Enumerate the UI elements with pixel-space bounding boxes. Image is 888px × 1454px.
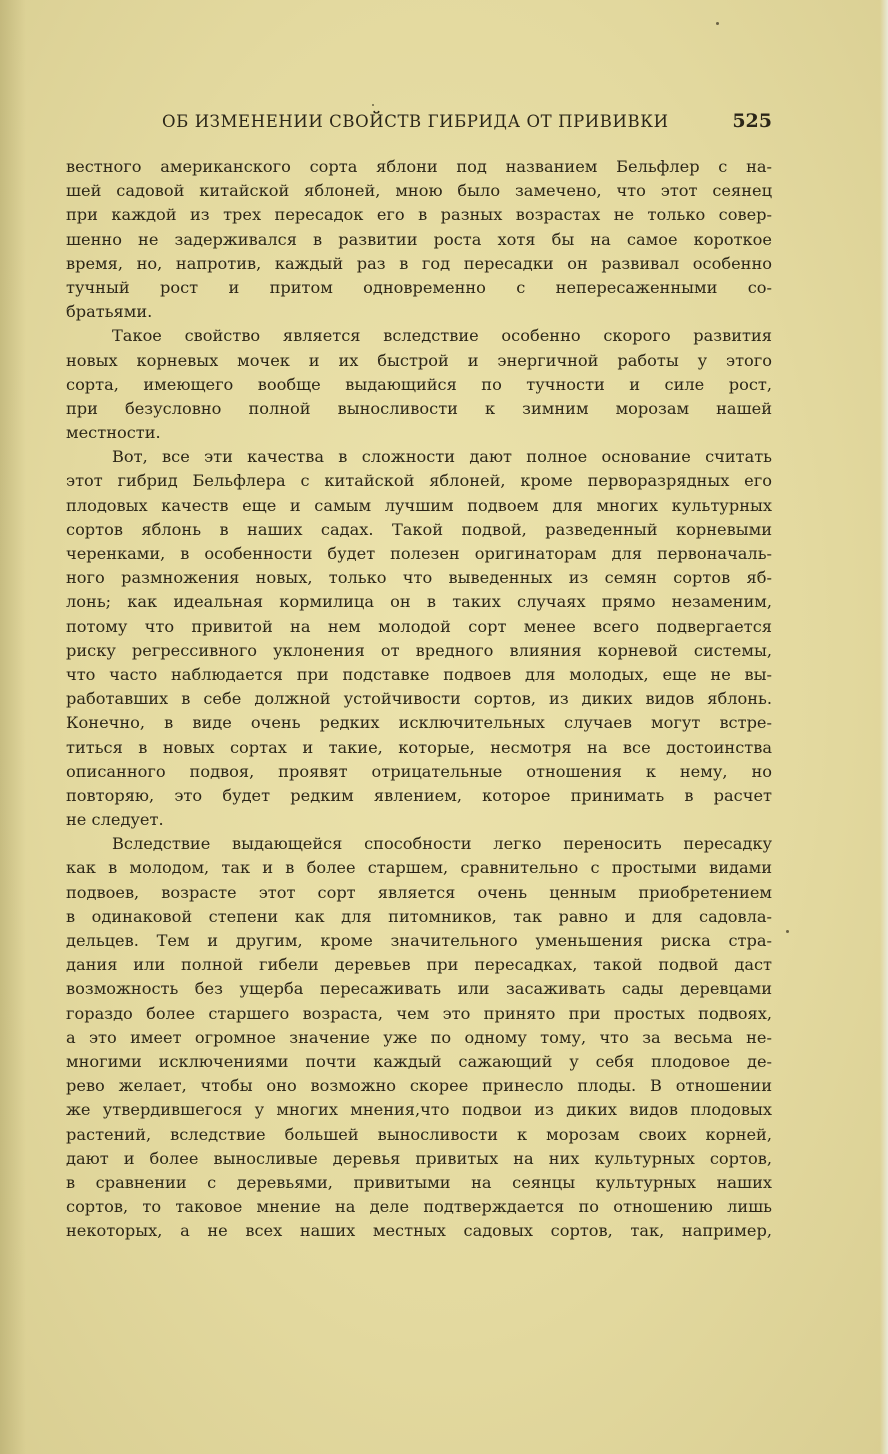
text-line: растений, вследствие большей выносливости к морозам своих корней, bbox=[66, 1124, 772, 1144]
running-title: ОБ ИЗМЕНЕНИИ СВОЙСТВ ГИБРИДА ОТ ПРИВИВКИ bbox=[162, 112, 669, 131]
text-line: не следует. bbox=[66, 810, 164, 830]
text-line: плодовых качеств еще и самым лучшим подвоем для многих культурных bbox=[66, 495, 772, 515]
page-edge-right bbox=[880, 0, 888, 1454]
running-header bbox=[64, 110, 774, 136]
text-line: дельцев. Тем и другим, кроме значительного уменьшения риска стра- bbox=[66, 931, 772, 950]
text-line: шей садовой китайской яблоней, мною было замечено, что этот сеянец bbox=[66, 181, 772, 201]
text-line: тучный рост и притом одновременно с непересаженными со- bbox=[66, 277, 772, 297]
text-line: возможность без ущерба пересаживать или засаживать сады деревцами bbox=[66, 979, 772, 999]
text-line: при каждой из трех пересадок его в разных возрастах не только совер- bbox=[66, 205, 772, 225]
text-line: Такое свойство является вследствие особенно скорого развития bbox=[112, 326, 772, 346]
page-shadow-left bbox=[0, 0, 26, 1454]
text-line: что часто наблюдается при подставке подвоев для молодых, еще не вы- bbox=[66, 664, 772, 684]
text-line: многими исключениями почти каждый сажающий у себя плодовое де- bbox=[66, 1051, 772, 1071]
text-line: риску регрессивного уклонения от вредного влияния корневой системы, bbox=[66, 640, 772, 660]
text-line: в сравнении с деревьями, привитыми на сеянцы культурных наших bbox=[66, 1172, 772, 1192]
text-line: описанного подвоя, проявят отрицательные отношения к нему, но bbox=[66, 761, 772, 781]
text-line: рево желает, чтобы оно возможно скорее принесло плоды. В отношении bbox=[66, 1076, 772, 1096]
text-line: в одинаковой степени как для питомников, так равно и для садовла- bbox=[66, 906, 772, 926]
text-line: шенно не задерживался в развитии роста хотя бы на самое короткое bbox=[66, 229, 772, 249]
speck-mark bbox=[716, 22, 719, 25]
text-line: Вот, все эти качества в сложности дают полное основание считать bbox=[112, 447, 772, 467]
text-line: потому что привитой на нем молодой сорт менее всего подвергается bbox=[66, 616, 772, 636]
text-line: повторяю, это будет редким явлением, которое принимать в расчет bbox=[66, 785, 772, 805]
text-line: гораздо более старшего возраста, чем это принято при простых подвоях, bbox=[66, 1003, 772, 1023]
body-text bbox=[66, 155, 772, 1243]
text-line: лонь; как идеальная кормилица он в таких случаях прямо незаменим, bbox=[66, 592, 772, 612]
text-line: дают и более выносливые деревья привитых на них культурных сортов, bbox=[66, 1148, 772, 1168]
text-line: сортов, то таковое мнение на деле подтверждается по отношению лишь bbox=[66, 1197, 772, 1217]
text-line: сортов яблонь в наших садах. Такой подвой, разведенный корневыми bbox=[66, 519, 772, 539]
page-number: 525 bbox=[732, 110, 772, 132]
text-line: ного размножения новых, только что выведенных из семян сортов яб- bbox=[66, 568, 772, 588]
text-line: дания или полной гибели деревьев при пересадках, такой подвой даст bbox=[66, 955, 772, 975]
text-line: титься в новых сортах и такие, которые, несмотря на все достоинства bbox=[66, 737, 772, 757]
text-line: как в молодом, так и в более старшем, сравнительно с простыми видами bbox=[66, 858, 772, 878]
text-line: вестного американского сорта яблони под названием Бельфлер с на- bbox=[66, 157, 772, 176]
text-line: новых корневых мочек и их быстрой и энергичной работы у этого bbox=[66, 350, 772, 370]
text-line: подвоев, возрасте этот сорт является очень ценным приобретением bbox=[66, 882, 772, 902]
text-line: время, но, напротив, каждый раз в год пересадки он развивал особенно bbox=[66, 253, 772, 273]
text-line: братьями. bbox=[66, 302, 153, 322]
text-line: а это имеет огромное значение уже по одному тому, что за весьма не- bbox=[66, 1027, 772, 1047]
text-line: черенками, в особенности будет полезен оригинаторам для первоначаль- bbox=[66, 544, 772, 563]
speck-mark bbox=[786, 930, 789, 933]
text-line: Вследствие выдающейся способности легко переносить пересадку bbox=[112, 834, 772, 854]
text-line: местности. bbox=[66, 423, 161, 443]
text-line: Конечно, в виде очень редких исключительных случаев могут встре- bbox=[66, 713, 772, 733]
text-line: сорта, имеющего вообще выдающийся по тучности и силе рост, bbox=[66, 374, 772, 394]
text-line: работавших в себе должной устойчивости сортов, из диких видов яблонь. bbox=[66, 689, 772, 709]
text-line: некоторых, а не всех наших местных садовых сортов, так, например, bbox=[66, 1221, 772, 1241]
text-line: при безусловно полной выносливости к зимним морозам нашей bbox=[66, 398, 772, 418]
text-line: же утвердившегося у многих мнения,что подвои из диких видов плодовых bbox=[66, 1100, 772, 1120]
speck-mark bbox=[372, 104, 374, 106]
text-line: этот гибрид Бельфлера с китайской яблоней, кроме перворазрядных его bbox=[66, 471, 772, 491]
